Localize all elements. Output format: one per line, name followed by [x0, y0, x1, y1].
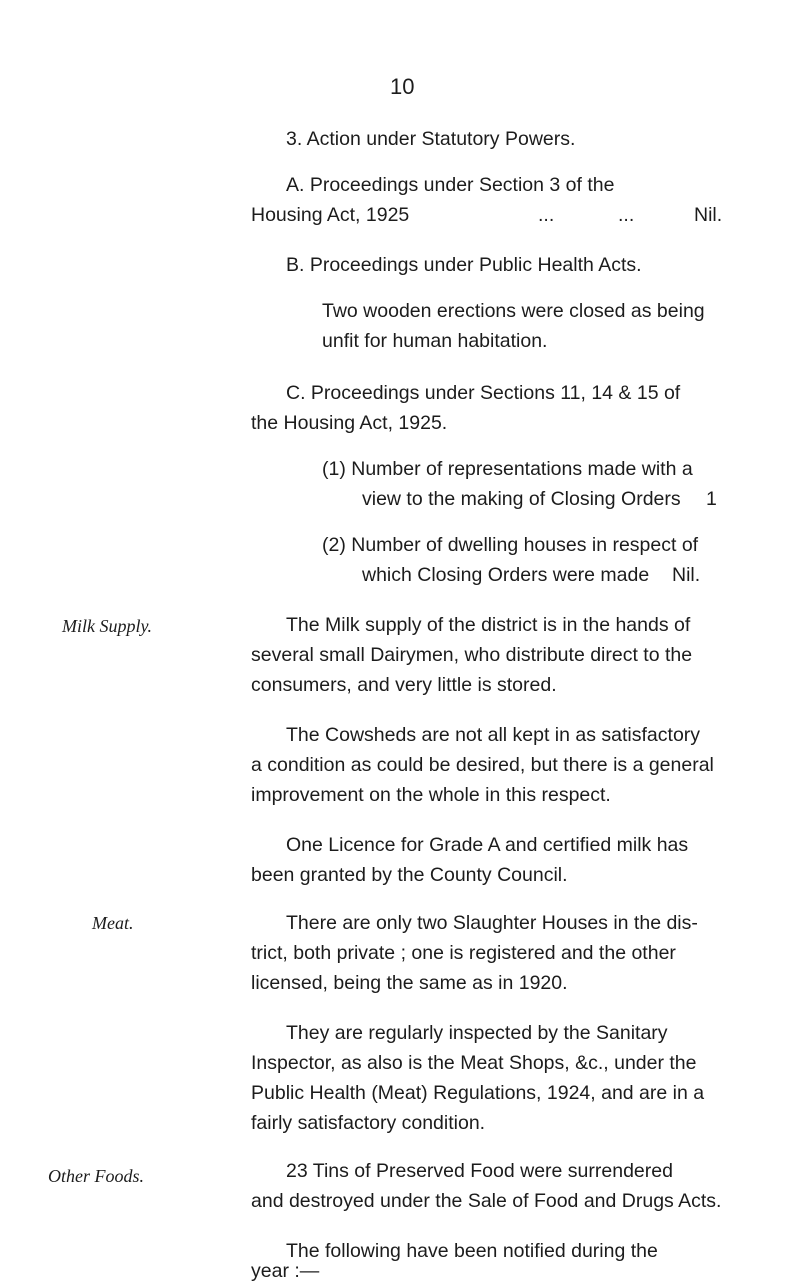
other-foods-p1-l2: and destroyed under the Sale of Food and Drugs Acts. [251, 1190, 722, 1212]
section-c-item1-label: view to the making of Closing Orders [362, 488, 681, 510]
milk-p1-l3: consumers, and very little is stored. [251, 674, 557, 696]
milk-p3-l1: One Licence for Grade A and certified milk has [286, 834, 689, 856]
section-c-item2-label: which Closing Orders were made [362, 564, 650, 586]
section-heading: 3. Action under Statutory Powers. [286, 128, 576, 150]
section-c-line2: the Housing Act, 1925. [251, 412, 448, 434]
sidenote-meat: Meat. [92, 913, 134, 933]
meat-p2-l1: They are regularly inspected by the Sanitary [286, 1022, 668, 1044]
section-b-text-line2: unfit for human habitation. [322, 330, 548, 352]
meat-p2-l4: fairly satisfactory condition. [251, 1112, 486, 1134]
section-a-line1: A. Proceedings under Section 3 of the [286, 174, 615, 196]
section-a-label: Housing Act, 1925 [251, 204, 410, 226]
other-foods-p1-l1: 23 Tins of Preserved Food were surrendered [286, 1160, 673, 1182]
other-foods-p2-l1: The following have been notified during the [286, 1240, 658, 1262]
section-c-item2-value: Nil. [672, 564, 701, 586]
meat-p2-l3: Public Health (Meat) Regulations, 1924, and are in a [251, 1082, 705, 1104]
section-a-value: Nil. [694, 204, 723, 226]
meat-p2-l2: Inspector, as also is the Meat Shops, &c., under the [251, 1052, 697, 1074]
section-c-item2-line1: (2) Number of dwelling houses in respect of [322, 534, 699, 556]
section-b-heading: B. Proceedings under Public Health Acts. [286, 254, 642, 276]
milk-p2-l2: a condition as could be desired, but there is a general [251, 754, 714, 776]
section-c-item1-value: 1 [706, 488, 717, 510]
milk-p2-l3: improvement on the whole in this respect. [251, 784, 611, 806]
meat-p1-l2: trict, both private ; one is registered and the other [251, 942, 676, 964]
meat-p1-l1: There are only two Slaughter Houses in the dis- [286, 912, 698, 934]
section-c-line1: C. Proceedings under Sections 11, 14 & 15 of [286, 382, 681, 404]
milk-p2-l1: The Cowsheds are not all kept in as satisfactory [286, 724, 701, 746]
section-b-text-line1: Two wooden erections were closed as being [322, 300, 705, 322]
milk-p1-l1: The Milk supply of the district is in the hands of [286, 614, 691, 636]
section-c-item1-line1: (1) Number of representations made with a [322, 458, 693, 480]
sidenote-other-foods: Other Foods. [48, 1166, 144, 1186]
section-a-dots-1: ... [538, 204, 555, 226]
meat-p1-l3: licensed, being the same as in 1920. [251, 972, 568, 994]
milk-p1-l2: several small Dairymen, who distribute direct to the [251, 644, 693, 666]
sidenote-milk-supply: Milk Supply. [62, 616, 152, 636]
milk-p3-l2: been granted by the County Council. [251, 864, 568, 886]
section-a-dots-2: ... [618, 204, 635, 226]
page-number: 10 [390, 74, 415, 99]
other-foods-p2-l2: year :— [251, 1260, 320, 1282]
